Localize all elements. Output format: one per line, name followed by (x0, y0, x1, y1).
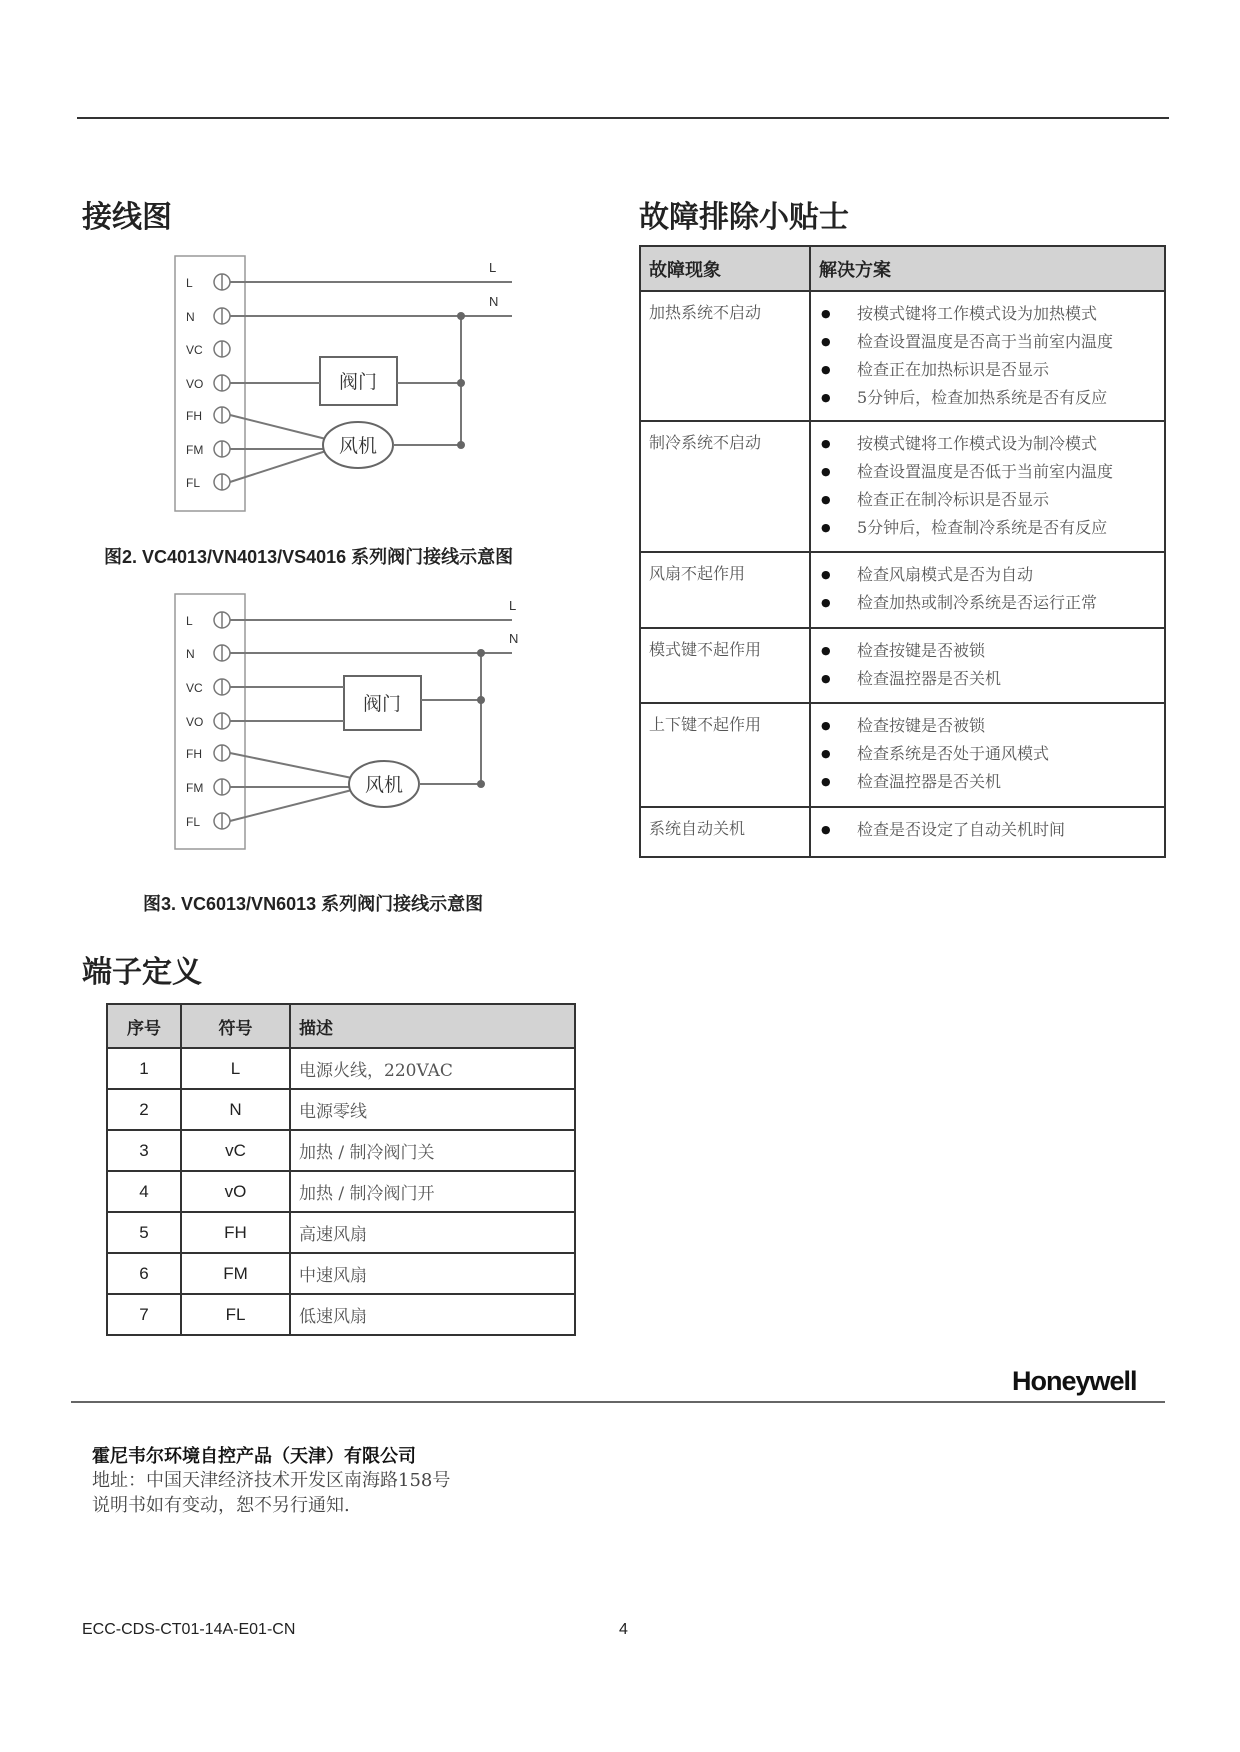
terminal-row (107, 1294, 575, 1335)
terminal-row (107, 1130, 575, 1171)
terminal-description: 低速风扇 (290, 1294, 575, 1335)
header-description: 描述 (290, 1004, 575, 1048)
symptom: 系统自动关机 (640, 807, 810, 857)
terminal-label: FL (186, 815, 201, 829)
terminal-label: L (186, 614, 193, 628)
solution-item: ● 按模式键将工作模式设为加热模式 (819, 300, 1156, 328)
troubleshoot-row (640, 552, 1165, 628)
terminal-index: 2 (107, 1089, 181, 1130)
terminal-description: 高速风扇 (290, 1212, 575, 1253)
junction-dot (457, 379, 465, 387)
symptom: 制冷系统不启动 (640, 421, 810, 552)
symptom: 风扇不起作用 (640, 552, 810, 628)
terminal-label: VC (186, 343, 203, 357)
solution-item: ● 5分钟后，检查制冷系统是否有反应 (819, 514, 1156, 542)
terminal-symbol: vO (181, 1171, 290, 1212)
solutions (810, 421, 1165, 552)
fan-label: 风机 (364, 775, 404, 796)
junction-dot (477, 780, 485, 788)
terminal-index: 7 (107, 1294, 181, 1335)
troubleshoot-header (640, 246, 1165, 291)
change-notice: 说明书如有变动，恕不另行通知. (92, 1495, 350, 1516)
solution-item: ● 检查加热或制冷系统是否运行正常 (819, 589, 1156, 617)
header-solution: 解决方案 (810, 246, 1165, 291)
terminal-row (107, 1171, 575, 1212)
fan-high-wire (230, 753, 352, 778)
solution-item: ● 检查按键是否被锁 (819, 712, 1156, 740)
fig3-caption: 图3. VC6013/VN6013 系列阀门接线示意图 (143, 894, 484, 914)
terminal-index: 6 (107, 1253, 181, 1294)
solution-item: ● 检查温控器是否关机 (819, 768, 1156, 796)
valve-label: 阀门 (362, 694, 402, 715)
troubleshoot-row (640, 628, 1165, 703)
terminal-row (107, 1253, 575, 1294)
solution-item: ● 检查按键是否被锁 (819, 637, 1156, 665)
junction-dot (457, 441, 465, 449)
terminal-label: N (186, 310, 195, 324)
solutions (810, 291, 1165, 421)
terminal-table-header (107, 1004, 575, 1048)
junction-dot (457, 312, 465, 320)
wiring-title: 接线图 (82, 200, 172, 235)
company-address: 地址：中国天津经济技术开发区南海路158号 (92, 1470, 451, 1491)
valve-label: 阀门 (338, 372, 378, 393)
terminal-description: 加热 / 制冷阀门关 (290, 1130, 575, 1171)
terminal-symbol: FL (181, 1294, 290, 1335)
line-L-label: L (509, 598, 517, 613)
troubleshoot-title: 故障排除小贴士 (639, 200, 849, 235)
page-number: 4 (619, 1621, 628, 1638)
terminal-label: FL (186, 476, 201, 490)
line-L-label: L (489, 260, 497, 275)
symptom: 上下键不起作用 (640, 703, 810, 807)
header-index: 序号 (107, 1004, 181, 1048)
terminal-row (107, 1048, 575, 1089)
terminal-symbol: vC (181, 1130, 290, 1171)
terminal-label: FH (186, 747, 202, 761)
terminal-symbol: N (181, 1089, 290, 1130)
terminal-description: 中速风扇 (290, 1253, 575, 1294)
terminal-label: FH (186, 409, 202, 423)
terminal-label: FM (186, 443, 204, 457)
honeywell-logo: Honeywell (1012, 1366, 1137, 1396)
header-symbol: 符号 (181, 1004, 290, 1048)
line-N-label: N (489, 294, 499, 309)
fig2-caption: 图2. VC4013/VN4013/VS4016 系列阀门接线示意图 (104, 547, 514, 567)
terminal-label: VO (186, 715, 204, 729)
solution-item: ● 检查设置温度是否高于当前室内温度 (819, 328, 1156, 356)
fan-label: 风机 (338, 436, 378, 457)
solution-item: ● 检查风扇模式是否为自动 (819, 561, 1156, 589)
solution-item: ● 检查正在加热标识是否显示 (819, 356, 1156, 384)
troubleshoot-row (640, 421, 1165, 552)
terminal-label: VC (186, 681, 203, 695)
symptom: 模式键不起作用 (640, 628, 810, 703)
terminal-description: 加热 / 制冷阀门开 (290, 1171, 575, 1212)
wiring-diagram-fig2 (0, 0, 620, 900)
terminal-table (106, 1003, 576, 1336)
line-N-label: N (509, 631, 519, 646)
junction-dot (477, 649, 485, 657)
terminal-symbol: FM (181, 1253, 290, 1294)
header-symptom: 故障现象 (640, 246, 810, 291)
solution-item: ● 按模式键将工作模式设为制冷模式 (819, 430, 1156, 458)
terminal-label: VO (186, 377, 204, 391)
solution-item: ● 检查温控器是否关机 (819, 665, 1156, 693)
troubleshoot-row (640, 703, 1165, 807)
junction-dot (477, 696, 485, 704)
terminal-label: L (186, 276, 193, 290)
solution-item: ● 5分钟后，检查加热系统是否有反应 (819, 384, 1156, 412)
terminal-label: FM (186, 781, 204, 795)
terminal-description: 电源零线 (290, 1089, 575, 1130)
terminal-symbol: L (181, 1048, 290, 1089)
terminal-row (107, 1212, 575, 1253)
solutions (810, 703, 1165, 807)
terminal-index: 4 (107, 1171, 181, 1212)
solution-item: ● 检查设置温度是否低于当前室内温度 (819, 458, 1156, 486)
troubleshoot-row (640, 807, 1165, 857)
solutions (810, 552, 1165, 628)
solutions (810, 807, 1165, 857)
troubleshoot-table (639, 245, 1166, 858)
terminal-row (107, 1089, 575, 1130)
terminal-def-title: 端子定义 (82, 955, 202, 990)
fan-low-wire (230, 790, 352, 821)
solution-item: ● 检查系统是否处于通风模式 (819, 740, 1156, 768)
troubleshoot-row (640, 291, 1165, 421)
company-name: 霍尼韦尔环境自控产品（天津）有限公司 (92, 1446, 416, 1467)
symptom: 加热系统不启动 (640, 291, 810, 421)
terminal-index: 5 (107, 1212, 181, 1253)
solution-item: ● 检查正在制冷标识是否显示 (819, 486, 1156, 514)
document-code: ECC-CDS-CT01-14A-E01-CN (82, 1621, 296, 1638)
solutions (810, 628, 1165, 703)
terminal-index: 3 (107, 1130, 181, 1171)
terminal-label: N (186, 647, 195, 661)
terminal-description: 电源火线，220VAC (290, 1048, 575, 1089)
terminal-symbol: FH (181, 1212, 290, 1253)
solution-item: ● 检查是否设定了自动关机时间 (819, 816, 1156, 844)
terminal-index: 1 (107, 1048, 181, 1089)
footer-rule (71, 1401, 1165, 1403)
